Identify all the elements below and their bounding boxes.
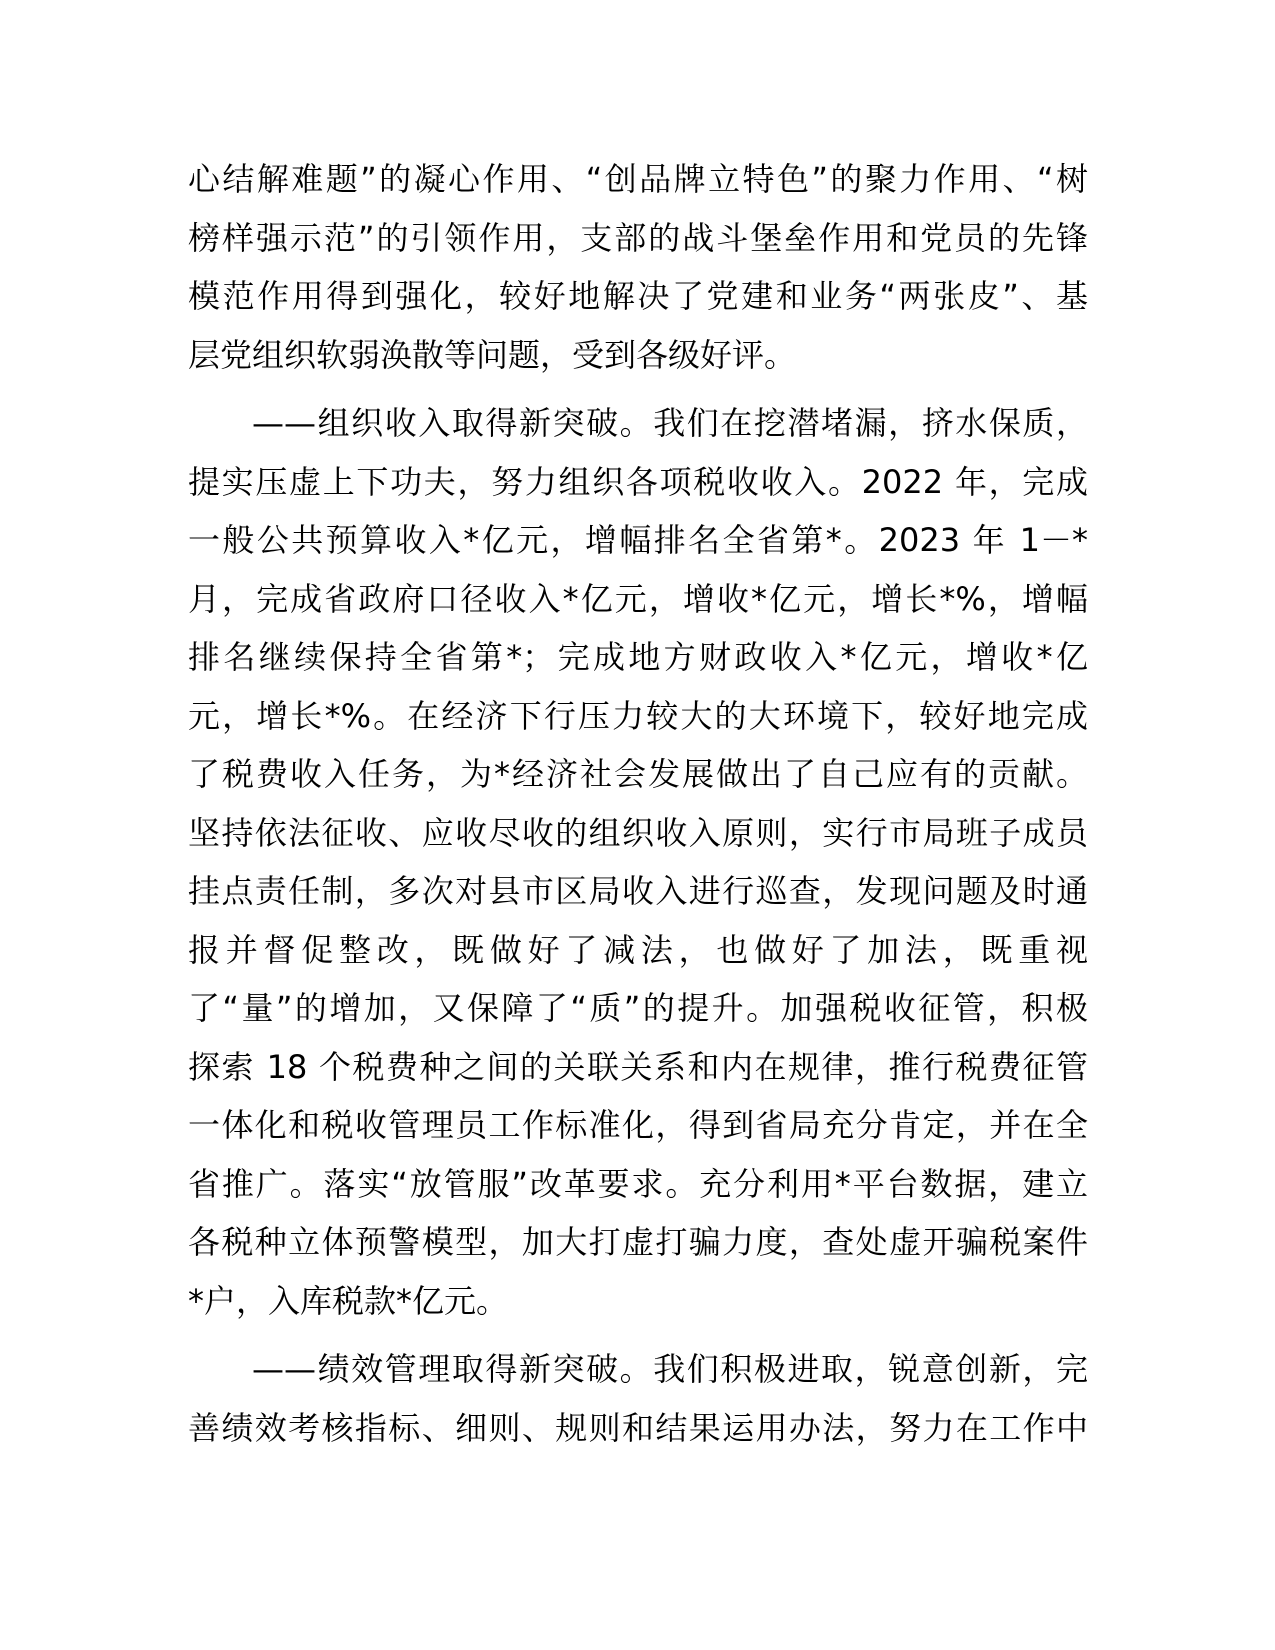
text-line: 提实压虚上下功夫，努力组织各项税收收入。2022 年，完成 bbox=[188, 462, 1088, 501]
text-line: 心结解难题”的凝心作用、“创品牌立特色”的聚力作用、“树 bbox=[188, 160, 1088, 198]
text-line: 了税费收入任务，为*经济社会发展做出了自己应有的贡献。 bbox=[188, 755, 1088, 793]
text-line: 一般公共预算收入*亿元，增幅排名全省第*。2023 年 1－* bbox=[188, 521, 1088, 559]
text-line: 坚持依法征收、应收尽收的组织收入原则，实行市局班子成员 bbox=[188, 813, 1088, 852]
text-line: ——绩效管理取得新突破。我们积极进取，锐意创新，完 bbox=[252, 1350, 1088, 1388]
text-line: 月，完成省政府口径收入*亿元，增收*亿元，增长*%，增幅 bbox=[188, 579, 1088, 618]
text-line: 排名继续保持全省第*；完成地方财政收入*亿元，增收*亿 bbox=[188, 638, 1088, 676]
text-line: 各税种立体预警模型，加大打虚打骗力度，查处虚开骗税案件 bbox=[188, 1223, 1088, 1261]
text-line: 挂点责任制，多次对县市区局收入进行巡查，发现问题及时通 bbox=[188, 872, 1088, 910]
text-line: 模范作用得到强化，较好地解决了党建和业务“两张皮”、基 bbox=[188, 277, 1088, 315]
text-line: 报并督促整改，既做好了减法，也做好了加法，既重视 bbox=[188, 930, 1088, 969]
text-line: 榜样强示范”的引领作用，支部的战斗堡垒作用和党员的先锋 bbox=[188, 218, 1088, 257]
text-line: 省推广。落实“放管服”改革要求。充分利用*平台数据，建立 bbox=[188, 1164, 1088, 1203]
paragraph-party-building bbox=[188, 150, 1088, 384]
text-line: 善绩效考核指标、细则、规则和结果运用办法，努力在工作中 bbox=[188, 1408, 1088, 1447]
text-line: 层党组织软弱涣散等问题，受到各级好评。 bbox=[188, 335, 797, 374]
text-line: 一体化和税收管理员工作标准化，得到省局充分肯定，并在全 bbox=[188, 1106, 1088, 1144]
paragraph-revenue bbox=[188, 394, 1088, 1330]
paragraph-gap bbox=[188, 384, 1088, 394]
text-line: ——组织收入取得新突破。我们在挖潜堵漏，挤水保质， bbox=[252, 404, 1088, 442]
paragraph-performance bbox=[188, 1340, 1088, 1457]
text-line: 探索 18 个税费种之间的关联关系和内在规律，推行税费征管 bbox=[188, 1047, 1088, 1086]
paragraph-gap bbox=[188, 1330, 1088, 1340]
text-line: 了“量”的增加，又保障了“质”的提升。加强税收征管，积极 bbox=[188, 989, 1088, 1027]
text-line: *户，入库税款*亿元。 bbox=[188, 1281, 509, 1320]
text-line: 元，增长*%。在经济下行压力较大的大环境下，较好地完成 bbox=[188, 696, 1088, 735]
document-body bbox=[188, 150, 1088, 1457]
